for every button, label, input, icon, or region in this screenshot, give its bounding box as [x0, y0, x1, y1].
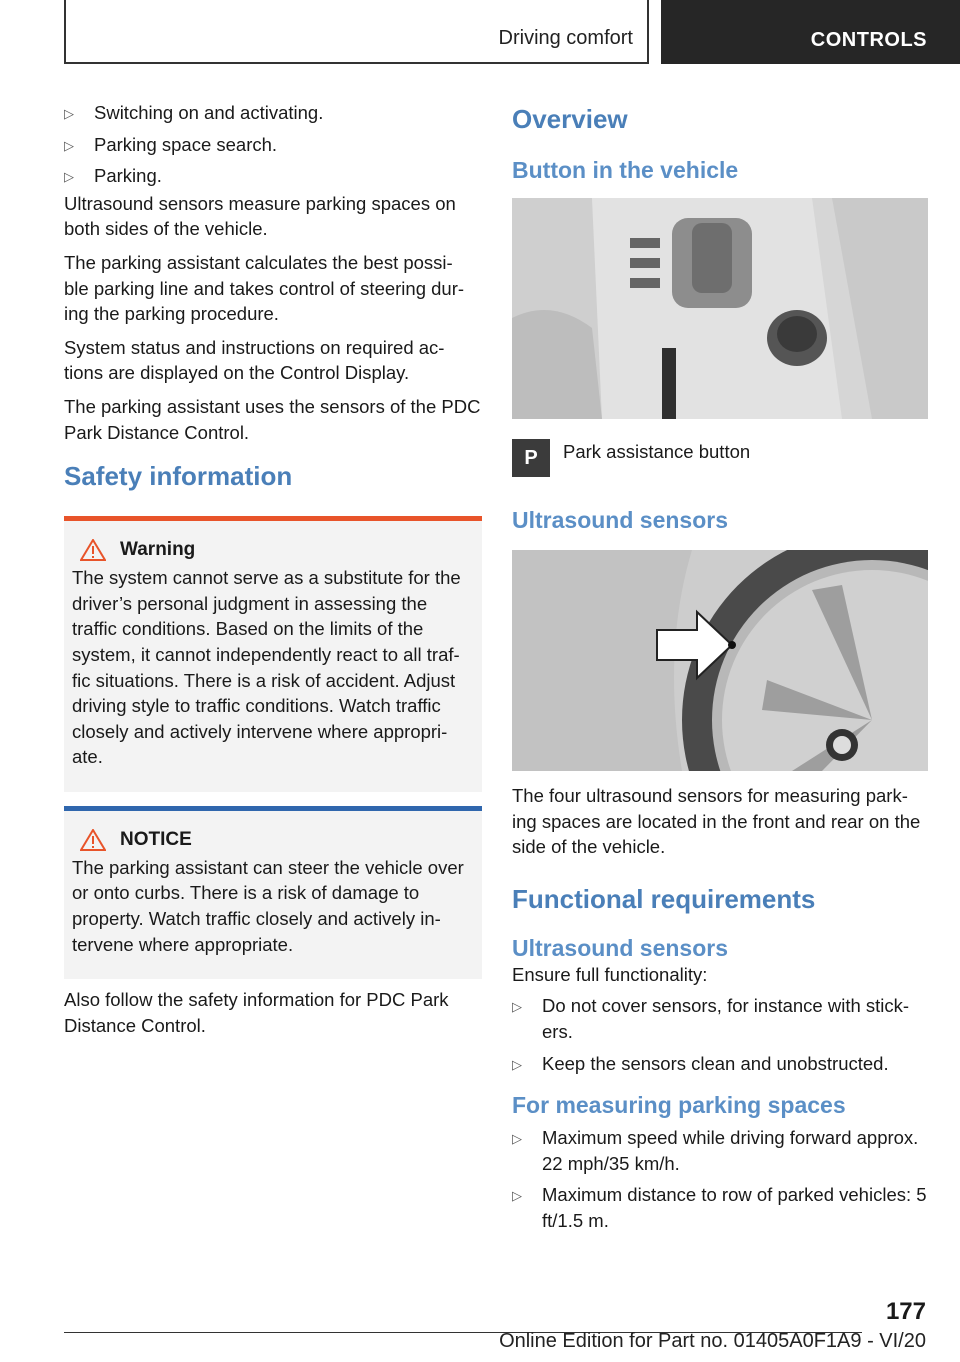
warning-title-row: [72, 539, 474, 561]
bullet-triangle-icon: ▷: [64, 137, 74, 153]
notice-box: [64, 806, 482, 979]
button-caption-row: [512, 439, 928, 477]
header-chapter-box: [661, 0, 960, 64]
ultrasound-sensor-image: [512, 550, 928, 771]
paragraph: The parking assistant uses the sensors of the PDC Park Distance Control.: [64, 395, 481, 443]
header-section-title: Driving comfort: [498, 27, 633, 49]
follow-text: Also follow the safety information for PDC Park Distance Control.: [64, 989, 449, 1036]
bullet-triangle-icon: ▷: [512, 1188, 522, 1204]
notice-title: NOTICE: [120, 828, 192, 850]
park-assist-button-icon: P: [512, 439, 550, 477]
measuring-heading: For measuring parking spaces: [512, 1092, 846, 1119]
list-item: ▷ Maximum speed while driving forward approx. 22 mph/35 km/h.: [512, 1127, 919, 1174]
functional-sensors-intro: Ensure full functionality:: [512, 963, 708, 985]
sensors-heading: Ultrasound sensors: [512, 507, 728, 533]
list-item: ▷ Parking space search.: [64, 132, 482, 158]
left-column: [64, 100, 482, 1038]
paragraph: Ultrasound sensors measure parking spaces on both sides of the vehicle.: [64, 192, 456, 240]
vehicle-console-image: [512, 198, 928, 419]
list-item: ▷ Switching on and activating.: [64, 100, 482, 126]
notice-title-row: [72, 829, 474, 851]
button-caption: Park assistance button: [563, 441, 751, 462]
bullet-triangle-icon: ▷: [64, 106, 74, 121]
warning-triangle-icon: [80, 539, 106, 561]
list-item: ▷ Parking.: [64, 163, 482, 189]
bullet-triangle-icon: ▷: [512, 1056, 522, 1072]
paragraph: System status and instructions on required ac‐ tions are displayed on the Control Display.: [64, 336, 445, 384]
notice-triangle-icon: [80, 829, 106, 851]
functional-sensors-heading: Ultrasound sensors: [512, 934, 728, 961]
bullet-triangle-icon: ▷: [512, 999, 522, 1015]
functional-requirements-heading: Functional requirements: [512, 883, 816, 914]
list-item: ▷ Maximum distance to row of parked vehicles: 5 ft/1.5 m.: [512, 1184, 927, 1231]
bullet-triangle-icon: ▷: [512, 1131, 522, 1147]
list-item: ▷ Keep the sensors clean and unobstructed.: [512, 1051, 928, 1077]
header-chapter-title: CONTROLS: [810, 29, 927, 51]
bullet-triangle-icon: ▷: [64, 169, 74, 185]
notice-text: The parking assistant can steer the vehicle over or onto curbs. There is a risk of damage to property. Watch traffic closely and actively in‐ tervene where appropriate.: [72, 856, 464, 955]
header-section-box: [64, 0, 649, 64]
sensors-text: The four ultrasound sensors for measuring park‐ ing spaces are located in the front and rear on the side of the vehicle.: [512, 785, 921, 858]
edition-text: Online Edition for Part no. 01405A0F1A9 - VI/20: [499, 1330, 926, 1352]
warning-text: The system cannot serve as a substitute for the driver’s personal judgment in assessing the traffic conditions. Based on the limits of the system, it cannot independently react to all traf‐ fic situations. There is a risk of accident. Adjust driving style to traffic conditions. Watch traffic closely and actively intervene where appropri‐ ate.: [72, 567, 461, 768]
page-number: 177: [885, 1298, 926, 1325]
list-item: ▷ Do not cover sensors, for instance with stick‐ ers.: [512, 995, 910, 1042]
button-heading: Button in the vehicle: [512, 157, 739, 183]
right-column: [512, 100, 928, 1240]
paragraph: The parking assistant calculates the best possi‐ ble parking line and takes control of steering dur‐ ing the parking procedure.: [64, 251, 465, 325]
warning-title: Warning: [120, 539, 196, 561]
overview-heading: Overview: [512, 104, 628, 134]
safety-heading: Safety information: [64, 461, 293, 492]
warning-box: [64, 516, 482, 792]
